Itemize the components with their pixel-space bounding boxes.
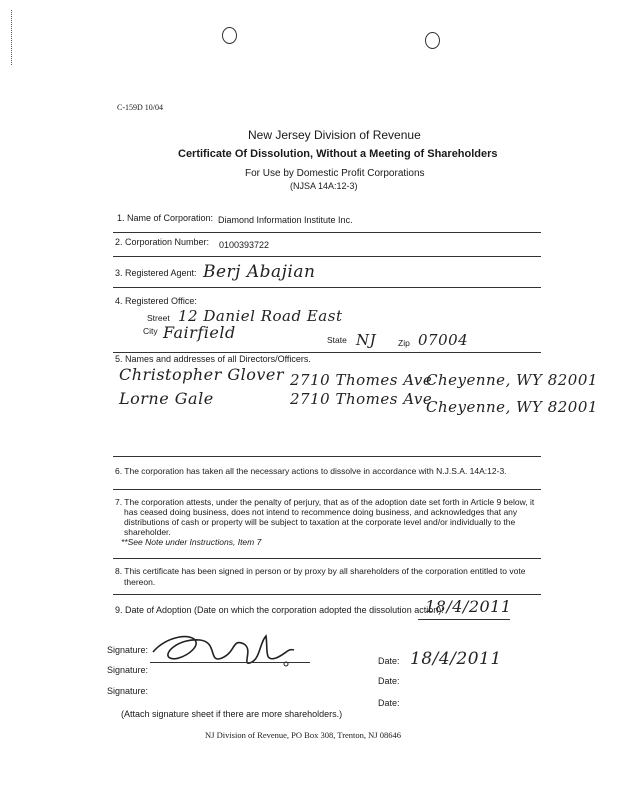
statement-7-line2: has ceased doing business, does not intend to recommence doing business, and acknowledges that any [124, 507, 518, 517]
directors-label: 5. Names and addresses of all Directors/Officers. [115, 354, 311, 364]
corp-name-label: 1. Name of Corporation: [117, 213, 214, 223]
date-label: Date: [378, 676, 400, 686]
divider [113, 232, 541, 233]
director-city: Cheyenne, WY 82001 [426, 398, 598, 416]
divider [113, 594, 541, 595]
handwritten-signature [148, 628, 298, 673]
corp-name-value: Diamond Information Institute Inc. [218, 215, 353, 225]
divider [113, 558, 541, 559]
form-subtitle: For Use by Domestic Profit Corporations [245, 168, 425, 179]
signature-label: Signature: [107, 665, 149, 675]
punch-hole-left [222, 27, 237, 44]
adoption-date-label: 9. Date of Adoption (Date on which the corporation adopted the dissolution action): [115, 605, 444, 615]
director-street: 2710 Thomes Ave [290, 390, 433, 408]
statement-7-line1: 7. The corporation attests, under the penalty of perjury, that as of the adoption date set forth in Article 9 below, it [115, 497, 535, 507]
divider [113, 287, 541, 288]
office-label: 4. Registered Office: [115, 296, 197, 306]
director-street: 2710 Thomes Ave [290, 371, 433, 389]
statement-8-line1: 8. This certificate has been signed in person or by proxy by all shareholders of the corporation entitled to vote [115, 566, 526, 576]
form-code: C-159D 10/04 [117, 103, 163, 112]
statute-reference: (NJSA 14A:12-3) [290, 181, 358, 191]
divider [113, 256, 541, 257]
signature-label: Signature: [107, 686, 149, 696]
statement-8-line2: thereon. [124, 577, 156, 587]
zip-label: Zip [398, 338, 410, 348]
street-label: Street [147, 313, 170, 323]
zip-value: 07004 [418, 331, 469, 349]
date-label: Date: [378, 656, 400, 666]
director-city: Cheyenne, WY 82001 [426, 371, 598, 389]
attach-note: (Attach signature sheet if there are more shareholders.) [121, 709, 343, 719]
signature-label: Signature: [107, 645, 149, 655]
director-name: Christopher Glover [119, 365, 285, 384]
city-label: City [143, 326, 158, 336]
date-label: Date: [378, 698, 400, 708]
state-value: NJ [356, 331, 377, 349]
statement-7-line4: shareholder. [124, 527, 171, 537]
adoption-date-value: 18/4/2011 [425, 597, 512, 616]
state-label: State [327, 335, 347, 345]
statement-6: 6. The corporation has taken all the necessary actions to dissolve in accordance with N.J.S.A. 14A:12-3. [115, 466, 507, 476]
divider [113, 352, 541, 353]
city-value: Fairfield [163, 323, 236, 342]
corp-number-label: 2. Corporation Number: [115, 237, 210, 247]
agent-label: 3. Registered Agent: [115, 268, 197, 278]
divider [113, 456, 541, 457]
signature-date-value: 18/4/2011 [410, 649, 502, 669]
corp-number-value: 0100393722 [219, 240, 270, 250]
agent-value: Berj Abajian [203, 262, 316, 282]
agency-heading: New Jersey Division of Revenue [248, 128, 421, 142]
signature-line [150, 662, 310, 663]
punch-hole-right [425, 32, 440, 49]
footer-address: NJ Division of Revenue, PO Box 308, Trenton, NJ 08646 [205, 730, 401, 740]
date-underline [418, 619, 510, 620]
statement-7-note: **See Note under Instructions, Item 7 [121, 537, 262, 547]
street-value: 12 Daniel Road East [178, 307, 343, 325]
form-title: Certificate Of Dissolution, Without a Meeting of Shareholders [178, 148, 498, 160]
margin-mark [11, 10, 14, 65]
statement-7-line3: distributions of cash or property will be subject to taxation at the corporate level and/or individually to the [124, 517, 516, 527]
director-name: Lorne Gale [119, 389, 214, 408]
divider [113, 489, 541, 490]
